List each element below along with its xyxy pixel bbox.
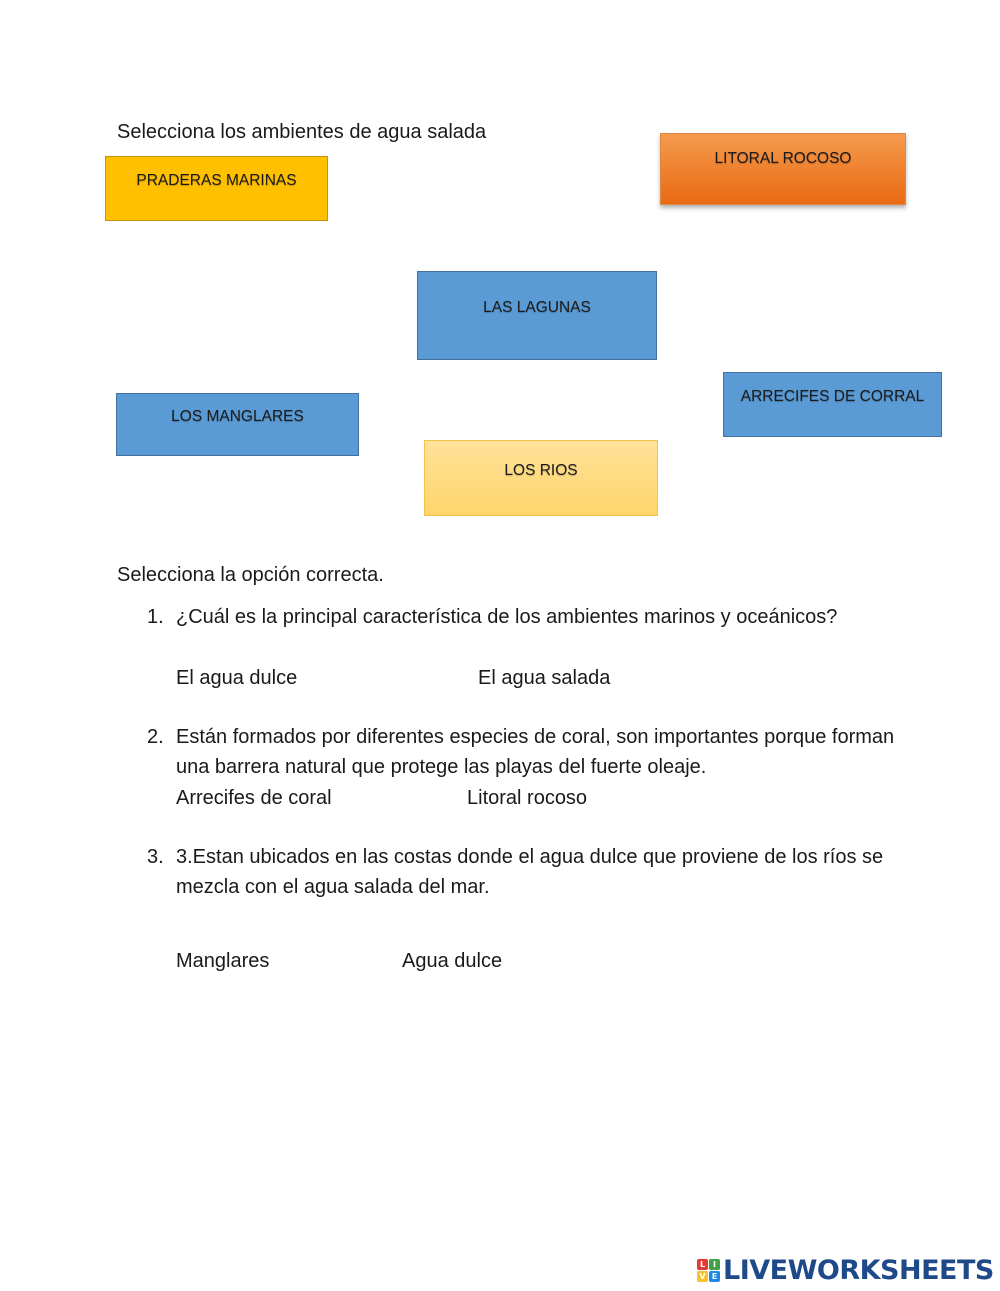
question-text: 3.Estan ubicados en las costas donde el agua dulce que proviene de los ríos se mezcla con el agua salada del mar. xyxy=(176,846,884,898)
question-text: ¿Cuál es la principal característica de los ambientes marinos y oceánicos? xyxy=(176,606,838,628)
option-box-litoral-rocoso[interactable] xyxy=(660,133,906,205)
option-box-las-lagunas[interactable] xyxy=(417,271,657,360)
option-box-los-manglares[interactable] xyxy=(116,393,359,456)
answer-option[interactable]: Agua dulce xyxy=(402,950,503,972)
logo-block: V xyxy=(697,1271,708,1282)
instruction-select-correct: Selecciona la opción correcta. xyxy=(117,564,384,586)
question-text: Están formados por diferentes especies de coral, son importantes porque forman una barrera natural que protege las playas del fuerte oleaje. xyxy=(176,726,895,778)
question-number: 2. xyxy=(147,726,164,748)
instruction-salt-water: Selecciona los ambientes de agua salada xyxy=(117,121,487,143)
option-box-label: LOS RIOS xyxy=(504,462,578,479)
logo-blocks-icon xyxy=(697,1259,720,1282)
logo-block: E xyxy=(709,1271,720,1282)
answer-option[interactable]: Arrecifes de coral xyxy=(176,787,332,809)
option-box-label: LITORAL ROCOSO xyxy=(714,150,852,167)
option-box-los-rios[interactable] xyxy=(424,440,658,516)
answer-option[interactable]: Litoral rocoso xyxy=(467,787,588,809)
option-box-label: LAS LAGUNAS xyxy=(483,299,591,316)
answer-option[interactable]: Manglares xyxy=(176,950,270,972)
option-box-label: ARRECIFES DE CORRAL xyxy=(740,388,925,405)
option-box-praderas-marinas[interactable] xyxy=(105,156,328,221)
logo-block: L xyxy=(697,1259,708,1270)
logo-block: I xyxy=(709,1259,720,1270)
option-box-arrecifes-de-corral[interactable] xyxy=(723,372,942,437)
logo-text: LIVEWORKSHEETS xyxy=(723,1254,994,1286)
answer-option[interactable]: El agua dulce xyxy=(176,667,298,689)
option-box-label: LOS MANGLARES xyxy=(171,408,304,425)
question-number: 3. xyxy=(147,846,164,868)
question-number: 1. xyxy=(147,606,164,628)
liveworksheets-logo xyxy=(697,1255,994,1285)
answer-option[interactable]: El agua salada xyxy=(478,667,611,689)
option-box-label: PRADERAS MARINAS xyxy=(136,172,297,189)
